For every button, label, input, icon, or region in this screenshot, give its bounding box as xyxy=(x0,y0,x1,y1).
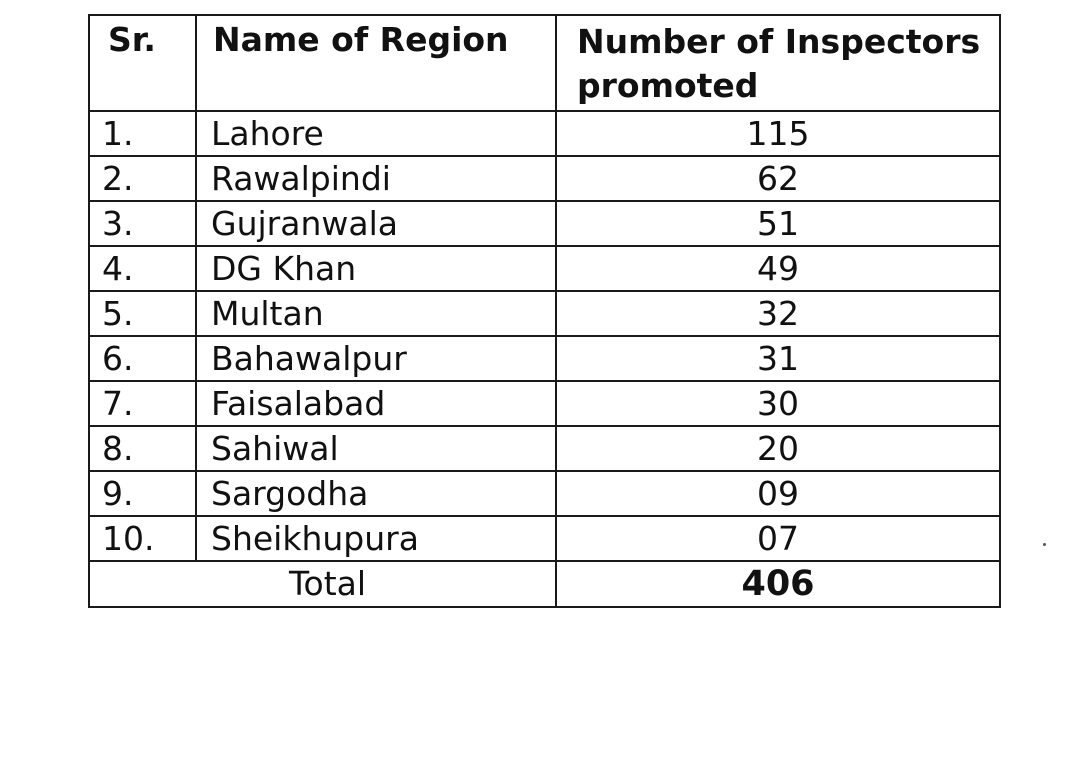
table-row xyxy=(89,156,1000,201)
row-region: Lahore xyxy=(196,111,556,156)
row-count: 07 xyxy=(556,516,1000,561)
total-label: Total xyxy=(89,561,556,607)
row-count: 09 xyxy=(556,471,1000,516)
row-count: 51 xyxy=(556,201,1000,246)
header-count-line2: promoted xyxy=(577,66,759,105)
row-sr: 8. xyxy=(89,426,196,471)
header-count-line1: Number of Inspectors xyxy=(577,22,981,61)
row-count: 115 xyxy=(556,111,1000,156)
table-header-row xyxy=(89,15,1000,111)
row-sr: 6. xyxy=(89,336,196,381)
total-row xyxy=(89,561,1000,607)
table-row xyxy=(89,426,1000,471)
row-region: Multan xyxy=(196,291,556,336)
row-count: 62 xyxy=(556,156,1000,201)
row-count: 30 xyxy=(556,381,1000,426)
row-region: Sargodha xyxy=(196,471,556,516)
table-row xyxy=(89,336,1000,381)
table-row xyxy=(89,246,1000,291)
row-sr: 5. xyxy=(89,291,196,336)
row-sr: 3. xyxy=(89,201,196,246)
table-row xyxy=(89,291,1000,336)
row-sr: 7. xyxy=(89,381,196,426)
inspectors-promotion-table xyxy=(88,14,1001,608)
total-value: 406 xyxy=(556,561,1000,607)
row-count: 20 xyxy=(556,426,1000,471)
row-count: 49 xyxy=(556,246,1000,291)
row-sr: 10. xyxy=(89,516,196,561)
table-row xyxy=(89,381,1000,426)
row-region: Sahiwal xyxy=(196,426,556,471)
row-count: 32 xyxy=(556,291,1000,336)
table-row xyxy=(89,471,1000,516)
header-sr: Sr. xyxy=(89,15,196,111)
header-count xyxy=(556,15,1000,111)
row-region: Sheikhupura xyxy=(196,516,556,561)
table-row xyxy=(89,201,1000,246)
row-region: Faisalabad xyxy=(196,381,556,426)
table-row xyxy=(89,516,1000,561)
table-row xyxy=(89,111,1000,156)
row-region: Bahawalpur xyxy=(196,336,556,381)
row-region: Rawalpindi xyxy=(196,156,556,201)
row-region: Gujranwala xyxy=(196,201,556,246)
scan-speck xyxy=(1043,543,1046,546)
row-sr: 1. xyxy=(89,111,196,156)
row-region: DG Khan xyxy=(196,246,556,291)
row-sr: 4. xyxy=(89,246,196,291)
row-count: 31 xyxy=(556,336,1000,381)
row-sr: 9. xyxy=(89,471,196,516)
row-sr: 2. xyxy=(89,156,196,201)
header-region: Name of Region xyxy=(196,15,556,111)
